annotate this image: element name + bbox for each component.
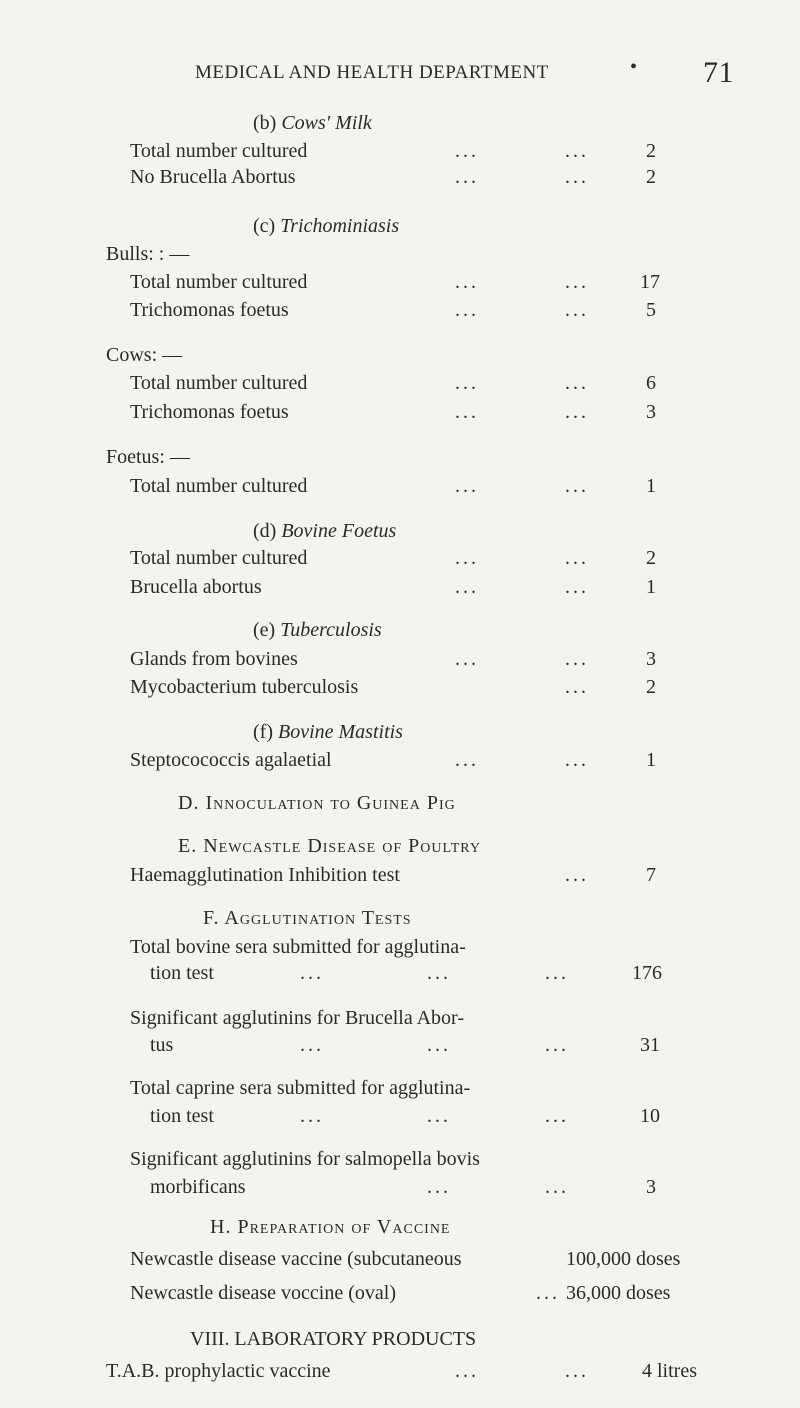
leader-dots: ... [455, 372, 479, 394]
table-row-value: 5 [646, 299, 656, 321]
leader-dots: ... [565, 299, 589, 321]
table-row-value: 17 [640, 271, 660, 293]
leader-dots: ... [565, 166, 589, 188]
section-F-heading: F. Agglutination Tests [203, 907, 412, 929]
leader-dots: ... [565, 1360, 589, 1382]
leader-dots: ... [455, 271, 479, 293]
table-row-label: Brucella abortus [130, 576, 262, 598]
table-row-value: 36,000 doses [566, 1282, 671, 1304]
leader-dots: ... [545, 962, 569, 984]
table-row-value: 6 [646, 372, 656, 394]
leader-dots: ... [565, 576, 589, 598]
table-row-label-line1: Significant agglutinins for Brucella Abor- [130, 1007, 464, 1029]
table-row-value: 1 [646, 475, 656, 497]
section-b-heading: (b) Cows' Milk [253, 112, 372, 134]
table-row-label: Total number cultured [130, 271, 308, 293]
table-row-value: 10 [640, 1105, 660, 1127]
leader-dots: ... [455, 749, 479, 771]
table-row-label: Steptocococcis agalaetial [130, 749, 332, 771]
table-row-value: 2 [646, 166, 656, 188]
table-row-label: Total number cultured [130, 547, 308, 569]
leader-dots: ... [455, 401, 479, 423]
table-row-label-line1: Significant agglutinins for salmopella bovis [130, 1148, 480, 1170]
table-row-value: 3 [646, 648, 656, 670]
leader-dots: ... [300, 1034, 324, 1056]
section-e-heading: (e) Tuberculosis [253, 619, 382, 641]
table-row-label-line2: tion test [150, 1105, 214, 1127]
table-row-label: Total number cultured [130, 475, 308, 497]
leader-dots: ... [455, 576, 479, 598]
section-H-heading: H. Preparation of Vaccine [210, 1216, 451, 1238]
leader-dots: ... [455, 547, 479, 569]
table-row-value: 3 [646, 1176, 656, 1198]
page-number: 71 [703, 56, 734, 89]
leader-dots: ... [545, 1034, 569, 1056]
leader-dots: ... [427, 962, 451, 984]
leader-dots: ... [455, 475, 479, 497]
table-row-value: 2 [646, 140, 656, 162]
table-row-label: Glands from bovines [130, 648, 298, 670]
leader-dots: ... [565, 864, 589, 886]
leader-dots: ... [455, 299, 479, 321]
leader-dots: ... [455, 166, 479, 188]
leader-dots: ... [565, 676, 589, 698]
table-row-label: Mycobacterium tuberculosis [130, 676, 359, 698]
header-dot: • [630, 56, 638, 78]
section-d-heading: (d) Bovine Foetus [253, 520, 397, 542]
section-c-heading: (c) Trichominiasis [253, 215, 400, 237]
table-row-value: 2 [646, 676, 656, 698]
leader-dots: ... [565, 749, 589, 771]
subheading-bulls: Bulls: : — [106, 243, 190, 265]
leader-dots: ... [300, 962, 324, 984]
section-VIII-heading: VIII. LABORATORY PRODUCTS [190, 1328, 477, 1350]
table-row-value: 31 [640, 1034, 660, 1056]
leader-dots: ... [565, 271, 589, 293]
leader-dots: ... [545, 1176, 569, 1198]
leader-dots: ... [565, 648, 589, 670]
subheading-cows: Cows: — [106, 344, 183, 366]
leader-dots: ... [565, 372, 589, 394]
table-row-label: T.A.B. prophylactic vaccine [106, 1360, 331, 1382]
leader-dots: ... [455, 140, 479, 162]
table-row-value: 4 litres [642, 1360, 697, 1382]
section-f-heading: (f) Bovine Mastitis [253, 721, 403, 743]
table-row-value: 7 [646, 864, 656, 886]
leader-dots: ... [427, 1176, 451, 1198]
table-row-label: Newcastle disease voccine (oval) [130, 1282, 396, 1304]
leader-dots: ... [300, 1105, 324, 1127]
table-row-value: 1 [646, 576, 656, 598]
table-row-label: Trichomonas foetus [130, 299, 289, 321]
table-row-label: Trichomonas foetus [130, 401, 289, 423]
table-row-label-line1: Total caprine sera submitted for agglutina- [130, 1077, 471, 1099]
table-row-value: 2 [646, 547, 656, 569]
table-row-label-line2: morbificans [150, 1176, 246, 1198]
leader-dots: ... [565, 547, 589, 569]
table-row-label: No Brucella Abortus [130, 166, 296, 188]
leader-dots: ... [455, 648, 479, 670]
leader-dots: ... [536, 1282, 560, 1304]
table-row-value: 1 [646, 749, 656, 771]
table-row-value: 176 [632, 962, 662, 984]
section-E-heading: E. Newcastle Disease of Poultry [178, 835, 481, 857]
table-row-label: Newcastle disease vaccine (subcutaneous [130, 1248, 462, 1270]
table-row-label: Total number cultured [130, 140, 308, 162]
leader-dots: ... [565, 475, 589, 497]
header-title: MEDICAL AND HEALTH DEPARTMENT [195, 62, 549, 83]
table-row-label: Haemagglutination Inhibition test [130, 864, 400, 886]
leader-dots: ... [455, 1360, 479, 1382]
section-D-heading: D. Innoculation to Guinea Pig [178, 792, 456, 814]
leader-dots: ... [565, 140, 589, 162]
table-row-label: Total number cultured [130, 372, 308, 394]
leader-dots: ... [545, 1105, 569, 1127]
leader-dots: ... [427, 1034, 451, 1056]
table-row-value: 100,000 doses [566, 1248, 681, 1270]
leader-dots: ... [427, 1105, 451, 1127]
table-row-label-line2: tion test [150, 962, 214, 984]
leader-dots: ... [565, 401, 589, 423]
table-row-label-line2: tus [150, 1034, 174, 1056]
table-row-value: 3 [646, 401, 656, 423]
table-row-label-line1: Total bovine sera submitted for agglutina- [130, 936, 466, 958]
subheading-foetus: Foetus: — [106, 446, 190, 468]
